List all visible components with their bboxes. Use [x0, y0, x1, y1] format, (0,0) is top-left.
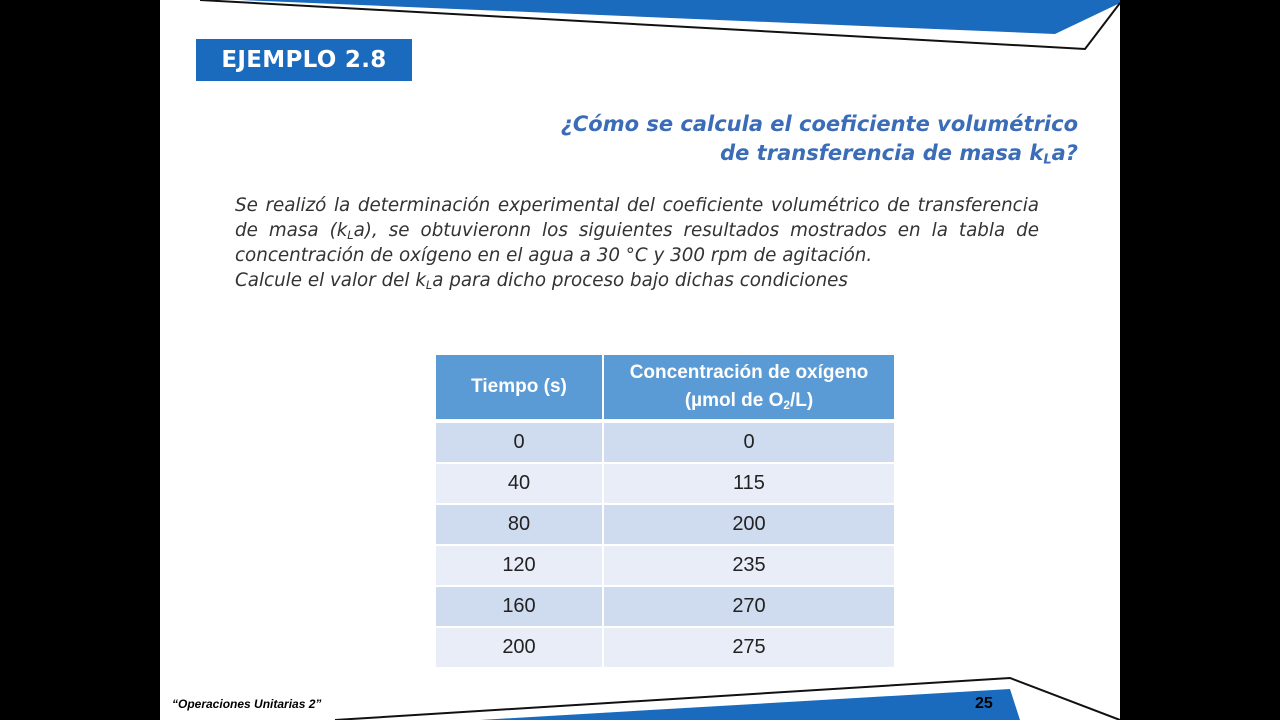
cell-time: 120 [436, 545, 603, 586]
cell-time: 80 [436, 504, 603, 545]
title-line-2-end: a? [1051, 141, 1078, 165]
cell-concentration: 275 [603, 627, 894, 668]
table-row [436, 463, 894, 504]
header-unit-a: (µmol de O [684, 390, 784, 411]
cell-time: 0 [436, 421, 603, 463]
cell-time: 40 [436, 463, 603, 504]
oxygen-data-table [436, 355, 894, 669]
title-line-2-text: de transferencia de masa k [720, 141, 1044, 165]
table-row [436, 421, 894, 463]
footer-course-name: “Operaciones Unitarias 2” [172, 697, 322, 711]
cell-concentration: 115 [603, 463, 894, 504]
example-badge: EJEMPLO 2.8 [196, 39, 412, 81]
table-row [436, 545, 894, 586]
header-time: Tiempo (s) [436, 355, 603, 421]
slide-title [378, 110, 1078, 168]
table-row [436, 586, 894, 627]
header-concentration-line-2 [610, 387, 888, 415]
header-unit-b: /L) [789, 390, 814, 411]
cell-concentration: 200 [603, 504, 894, 545]
cell-concentration: 0 [603, 421, 894, 463]
question-text-a: Calcule el valor del k [235, 270, 426, 291]
slide [160, 0, 1120, 720]
top-blue-band [240, 0, 1120, 34]
cell-concentration: 235 [603, 545, 894, 586]
statement-text-b: a), se obtuvieronn los siguientes resultados mostrados en la tabla de concentración de oxígeno en el agua a 30 °C y 300 rpm de agitación. [235, 220, 1039, 266]
statement-subscript: L [347, 227, 354, 242]
statement-paragraph [235, 193, 1039, 268]
table-row [436, 627, 894, 668]
table-header-row [436, 355, 894, 421]
header-concentration [603, 355, 894, 421]
table-row [436, 504, 894, 545]
header-concentration-line-1: Concentración de oxígeno [629, 362, 869, 383]
header-unit-subscript: 2 [783, 398, 790, 412]
question-subscript: L [425, 277, 433, 292]
page-number: 25 [975, 695, 993, 712]
cell-concentration: 270 [603, 586, 894, 627]
cell-time: 200 [436, 627, 603, 668]
problem-statement [235, 193, 1039, 293]
title-line-2 [378, 139, 1078, 168]
title-line-1: ¿Cómo se calcula el coeficiente volumétrico [560, 112, 1078, 136]
question-paragraph [235, 268, 1039, 293]
title-subscript: L [1043, 152, 1052, 168]
question-text-b: a para dicho proceso bajo dichas condiciones [432, 270, 848, 291]
statement-text-a: Se realizó la determinación experimental del coeficiente volumétrico de transferencia de masa (k [235, 195, 1039, 241]
cell-time: 160 [436, 586, 603, 627]
